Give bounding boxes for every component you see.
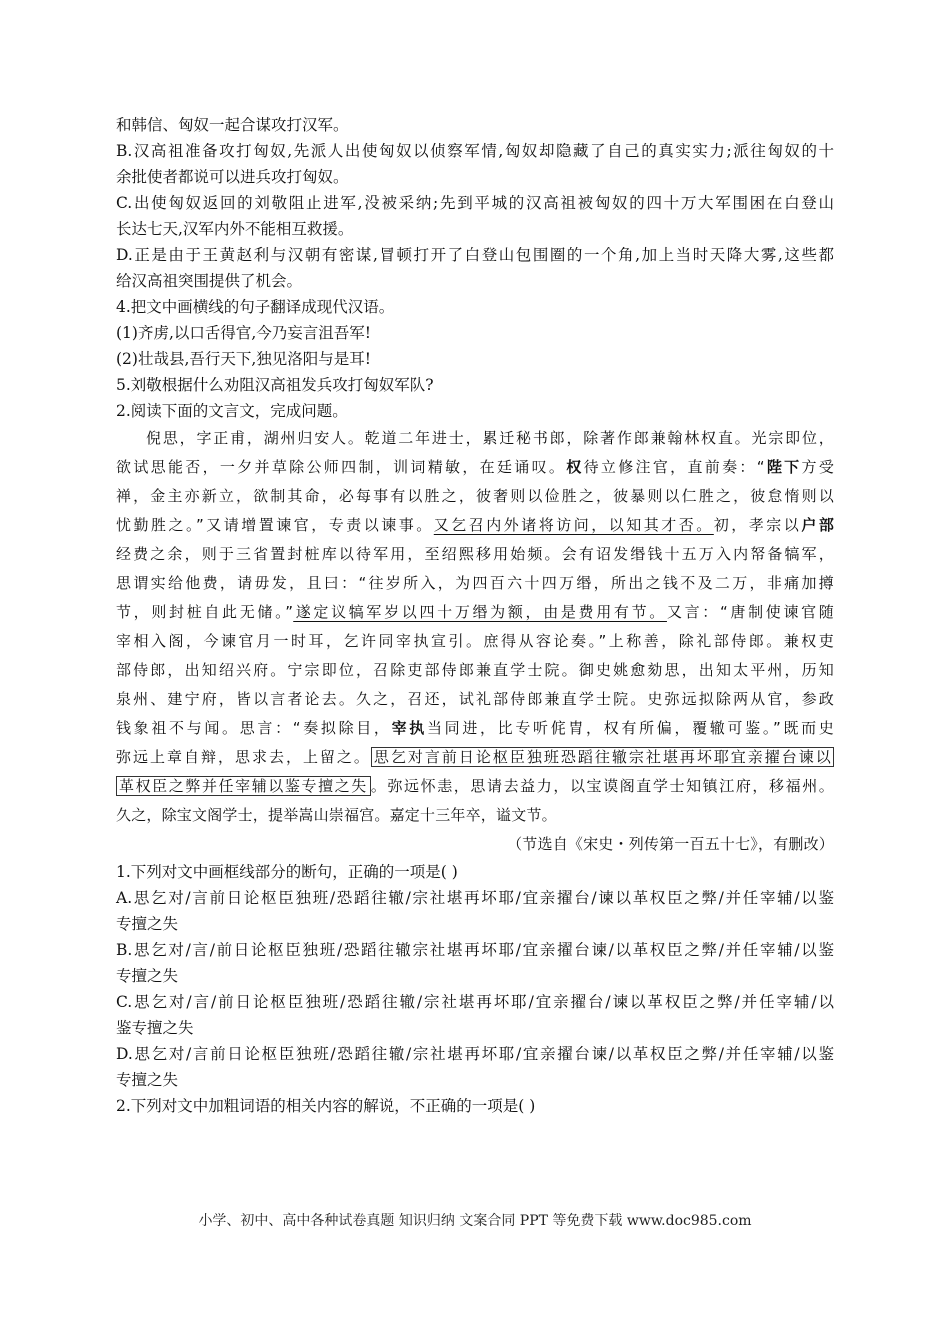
article-line: 节，则封桩自此无储。”遂定议犒军岁以四十万缗为额，由是费用有节。又言：“唐制使谏官随 (116, 603, 834, 621)
question-4-title: 4.把文中画横线的句子翻译成现代汉语。 (116, 298, 395, 316)
question-1-option-b-cont: 专擅之失 (116, 967, 179, 985)
boxed-passage: 思乞对言前日论枢臣独班恐蹈往辙宗社堪再坏耶宜亲擢台谏以 (371, 747, 834, 767)
question-1-option-c: C.思乞对/言/前日论枢臣独班/恐蹈往辙/宗社堪再坏耶/宜亲擢台/谏以革权臣之弊/并任宰辅/以 (116, 993, 834, 1011)
article-line: 欲试思能否，一夕并草除公师四制，训词精敏，在廷诵叹。权待立修注官，直前奏：“陛下方受 (116, 458, 835, 476)
article-line: 忧勤胜之。”又请增置谏官，专责以谏事。又乞召内外诸将访问，以知其才否。初，孝宗以户部 (116, 516, 835, 534)
question-1-option-c-cont: 鉴专擅之失 (116, 1019, 194, 1037)
question-4-sentence-1: (1)齐虏,以口舌得官,今乃妄言沮吾军! (116, 324, 372, 342)
option-b-cont: 余批使者都说可以进兵攻打匈奴。 (116, 168, 349, 186)
question-1-option-b: B.思乞对/言/前日论枢臣独班/恐蹈往辙宗社堪再坏耶/宜亲擢台谏/以革权臣之弊/并任宰辅/以鉴 (116, 941, 834, 959)
option-c: C.出使匈奴返回的刘敬阻止进军,没被采纳;先到平城的汉高祖被匈奴的四十万大军围困在白登山 (116, 194, 834, 212)
document-body (116, 112, 834, 1119)
question-1-title: 1.下列对文中画框线部分的断句，正确的一项是( ) (116, 863, 458, 881)
article-line: 禅，金主亦新立，欲制其命，必每事有以胜之，彼奢则以俭胜之，彼暴则以仁胜之，彼怠惰则以 (116, 487, 834, 505)
bold-term: 陛下 (764, 458, 802, 476)
source-citation: （节选自《宋史・列传第一百五十七》，有删改） (507, 835, 834, 853)
classical-text (116, 424, 834, 859)
question-1-option-d-cont: 专擅之失 (116, 1071, 179, 1089)
underlined-sentence: 又乞召内外诸将访问，以知其才否。 (433, 516, 714, 534)
question-2-title: 2.下列对文中加粗词语的相关内容的解说，不正确的一项是( ) (116, 1097, 536, 1115)
question-1-option-a: A.思乞对/言前日论枢臣独班/恐蹈往辙/宗社堪再坏耶/宜亲擢台/谏以革权臣之弊/并任宰辅/以鉴 (116, 889, 834, 907)
question-1-option-a-cont: 专擅之失 (116, 915, 179, 933)
question-4-sentence-2: (2)壮哉县,吾行天下,独见洛阳与是耳! (116, 350, 372, 368)
bold-term: 宰执 (391, 719, 427, 737)
underlined-sentence: 遂定议犒军岁以四十万缗为额，由是费用有节。 (293, 603, 667, 621)
question-1-option-d: D.思乞对/言前日论枢臣独班/恐蹈往辙/宗社堪再坏耶/宜亲擢台谏/以革权臣之弊/并任宰辅/以鉴 (116, 1045, 834, 1063)
section-2-title: 2.阅读下面的文言文，完成问题。 (116, 402, 348, 420)
option-b: B.汉高祖准备攻打匈奴,先派人出使匈奴以侦察军情,匈奴却隐藏了自己的真实实力;派往匈奴的十 (116, 142, 834, 160)
bold-term: 户部 (801, 516, 835, 534)
option-d: D.正是由于王黄赵利与汉朝有密谋,冒顿打开了白登山包围圈的一个角,加上当时天降大雾,这些都 (116, 246, 834, 264)
article-line: 久之，除宝文阁学士，提举嵩山崇福宫。嘉定十三年卒，谥文节。 (116, 806, 557, 824)
article-line: 弥远上章自辩，思求去，上留之。 思乞对言前日论枢臣独班恐蹈往辙宗社堪再坏耶宜亲擢台谏以 (116, 743, 834, 772)
article-line: 革权臣之弊并任宰辅以鉴专擅之失 。弥远怀恚，思请去益力，以宝谟阁直学士知镇江府，移福州。 (116, 772, 834, 801)
article-line: 思谓实给他费，请毋发，且曰：“往岁所入，为四百六十四万缗，所出之钱不及二万，非痛加撙 (116, 574, 834, 592)
article-line: 宰相入阁，今谏官月一时耳，乞许同宰执宣引。庶得从容论奏。”上称善，除礼部侍郎。兼权吏 (116, 632, 834, 650)
article-line: 泉州、建宁府，皆以言者论去。久之，召还，试礼部侍郎兼直学士院。史弥远拟除两从官，参政 (116, 690, 834, 708)
page-footer: 小学、初中、高中各种试卷真题 知识归纳 文案合同 PPT 等免费下载 www.doc985.com (198, 1213, 752, 1229)
option-text: 和韩信、匈奴一起合谋攻打汉军。 (116, 116, 349, 134)
option-d-cont: 给汉高祖突围提供了机会。 (116, 272, 303, 290)
article-line: 钱象祖不与闻。思言：“奏拟除目，宰执当同进，比专听侂胄，权有所偏，覆辙可鉴。”既而史 (116, 719, 834, 737)
boxed-passage: 革权臣之弊并任宰辅以鉴专擅之失 (116, 776, 371, 796)
article-line: 经费之余，则于三省置封桩库以待军用，至绍熙移用始频。会有诏发缗钱十五万入内帑备犒军， (116, 545, 834, 563)
bold-term: 权 (566, 458, 584, 476)
article-line: 部侍郎，出知绍兴府。宁宗即位，召除吏部侍郎兼直学士院。御史姚愈劾思，出知太平州，历知 (116, 661, 834, 679)
article-line: 倪思，字正甫，湖州归安人。乾道二年进士，累迁秘书郎，除著作郎兼翰林权直。光宗即位， (146, 429, 834, 447)
question-5: 5.刘敬根据什么劝阻汉高祖发兵攻打匈奴军队? (116, 376, 434, 394)
option-c-cont: 长达七天,汉军内外不能相互救援。 (116, 220, 354, 238)
